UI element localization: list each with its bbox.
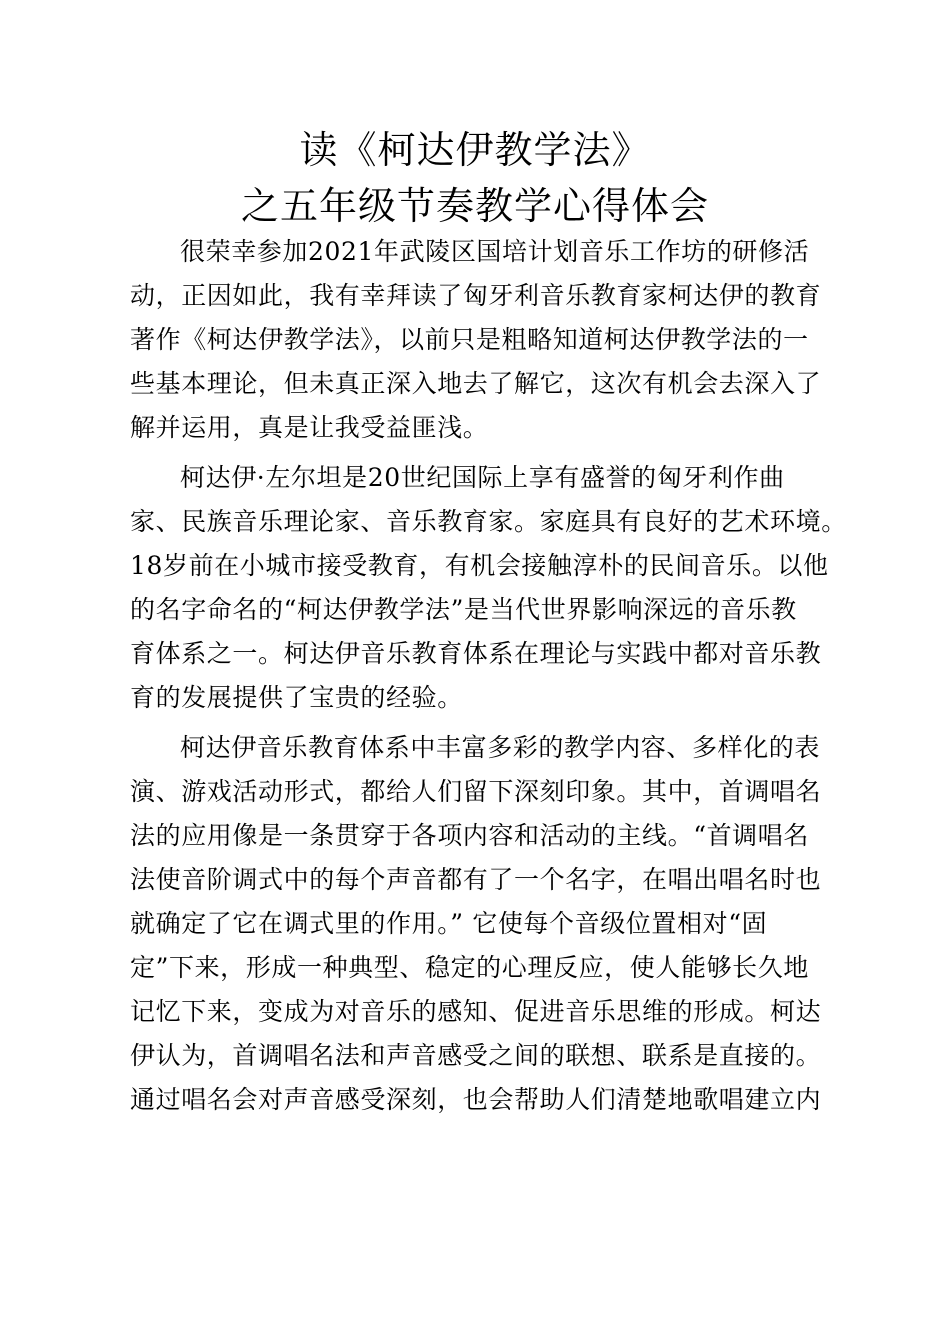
paragraph-3 — [130, 726, 825, 1122]
paragraph-line: 演、游戏活动形式，都给人们留下深刻印象。其中，首调唱名 — [130, 777, 822, 806]
paragraph-line: 家、民族音乐理论家、音乐教育家。家庭具有良好的艺术环境。 — [130, 507, 847, 536]
paragraph-line: 就确定了它在调式里的作用。” 它使每个音级位置相对“固 — [130, 909, 768, 938]
paragraph-line: 18岁前在小城市接受教育，有机会接触淳朴的民间音乐。以他 — [130, 551, 829, 580]
paragraph-line: 定”下来，形成一种典型、稳定的心理反应，使人能够长久地 — [130, 953, 809, 982]
document-body — [130, 230, 847, 1122]
paragraph-line: 的名字命名的“柯达伊教学法”是当代世界影响深远的音乐教 — [130, 595, 797, 624]
document-title — [0, 122, 950, 234]
title-line-2: 之五年级节奏教学心得体会 — [240, 184, 709, 228]
title-line-1: 读《柯达伊教学法》 — [299, 128, 651, 172]
paragraph-line: 著作《柯达伊教学法》，以前只是粗略知道柯达伊教学法的一 — [130, 325, 809, 354]
paragraph-line: 法使音阶调式中的每个声音都有了一个名字，在唱出唱名时也 — [130, 865, 822, 894]
paragraph-line: 育体系之一。柯达伊音乐教育体系在理论与实践中都对音乐教 — [130, 639, 822, 668]
paragraph-line: 育的发展提供了宝贵的经验。 — [130, 683, 463, 712]
paragraph-line: 些基本理论，但未真正深入地去了解它，这次有机会去深入了 — [130, 369, 822, 398]
paragraph-line: 柯达伊·左尔坦是20世纪国际上享有盛誉的匈牙利作曲 — [180, 463, 785, 492]
paragraph-line: 解并运用，真是让我受益匪浅。 — [130, 413, 489, 442]
paragraph-line: 很荣幸参加2021年武陵区国培计划音乐工作坊的研修活 — [180, 237, 810, 266]
paragraph-line: 通过唱名会对声音感受深刻，也会帮助人们清楚地歌唱建立内 — [130, 1085, 822, 1114]
paragraph-line: 记忆下来，变成为对音乐的感知、促进音乐思维的形成。柯达 — [130, 997, 822, 1026]
paragraph-line: 柯达伊音乐教育体系中丰富多彩的教学内容、多样化的表 — [180, 733, 821, 762]
paragraph-line: 法的应用像是一条贯穿于各项内容和活动的主线。“首调唱名 — [130, 821, 809, 850]
paragraph-line: 动，正因如此，我有幸拜读了匈牙利音乐教育家柯达伊的教育 — [130, 281, 822, 310]
paragraph-2 — [130, 456, 847, 720]
paragraph-line: 伊认为，首调唱名法和声音感受之间的联想、联系是直接的。 — [130, 1041, 822, 1070]
paragraph-1 — [130, 230, 825, 450]
